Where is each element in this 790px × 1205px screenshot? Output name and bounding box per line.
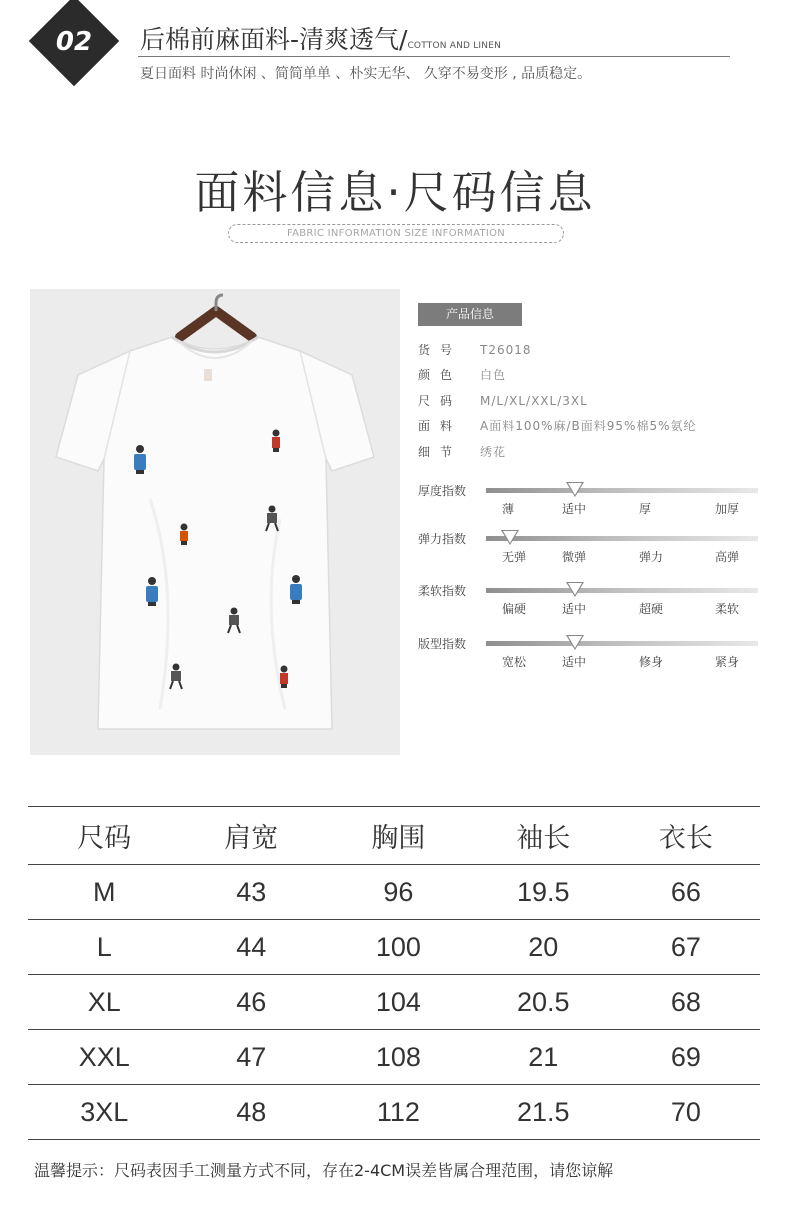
table-cell: XL (28, 975, 181, 1030)
tshirt-icon (56, 337, 374, 729)
label-tag-icon (204, 369, 212, 381)
size-table (28, 806, 760, 1140)
page-subtitle: FABRIC INFORMATION SIZE INFORMATION (228, 224, 564, 243)
index-option: 适中 (562, 602, 587, 616)
index-option: 无弹 (502, 550, 527, 564)
tshirt-illustration (30, 289, 400, 755)
index-option: 薄 (502, 502, 515, 516)
info-label: 尺码 (418, 394, 463, 408)
info-value: 白色 (480, 368, 507, 382)
info-label: 货号 (418, 343, 463, 357)
info-row-detail (418, 443, 506, 460)
table-cell: 66 (612, 865, 760, 920)
table-cell: 43 (181, 865, 323, 920)
section-number: 02 (55, 27, 93, 57)
index-option: 柔软 (715, 602, 740, 616)
size-note: 温馨提示：尺码表因手工测量方式不同，存在2-4CM误差皆属合理范围，请您谅解 (34, 1161, 614, 1180)
index-option: 厚 (639, 502, 652, 516)
info-value: M/L/XL/XXL/3XL (480, 394, 588, 408)
table-cell: 104 (322, 975, 475, 1030)
table-cell: 96 (322, 865, 475, 920)
table-cell: 68 (612, 975, 760, 1030)
index-elasticity (418, 530, 762, 570)
index-option: 高弹 (715, 550, 740, 564)
table-cell: 21.5 (475, 1085, 612, 1140)
index-option: 偏硬 (502, 602, 527, 616)
info-value: A面料100%麻/B面料95%棉5%氨纶 (480, 419, 697, 433)
index-marker-icon (566, 582, 584, 597)
table-header-cell: 肩宽 (181, 807, 323, 865)
info-row-size (418, 392, 588, 409)
info-row-sku (418, 341, 532, 358)
info-label: 颜色 (418, 368, 463, 382)
index-thickness (418, 482, 762, 522)
table-cell: 100 (322, 920, 475, 975)
section-subtitle: 夏日面料 时尚休闲 、简简单单 、朴实无华、 久穿不易变形 , 品质稳定。 (140, 66, 592, 82)
index-bar (486, 641, 758, 646)
index-option: 微弹 (562, 550, 587, 564)
table-header-row (28, 807, 760, 865)
table-cell: 112 (322, 1085, 475, 1140)
table-row (28, 865, 760, 920)
product-info-badge: 产品信息 (418, 303, 522, 326)
page-title: 面料信息·尺码信息 (194, 166, 596, 219)
table-cell: 21 (475, 1030, 612, 1085)
section-title (140, 20, 501, 56)
index-option: 修身 (639, 655, 664, 669)
table-cell: 19.5 (475, 865, 612, 920)
product-photo (30, 289, 400, 755)
index-softness (418, 582, 762, 622)
index-option: 超硬 (639, 602, 664, 616)
index-bar (486, 488, 758, 493)
table-cell: 20 (475, 920, 612, 975)
index-option: 适中 (562, 655, 587, 669)
index-option: 适中 (562, 502, 587, 516)
table-cell: 46 (181, 975, 323, 1030)
info-value: T26018 (480, 343, 532, 357)
index-bar (486, 588, 758, 593)
info-value: 绣花 (480, 445, 507, 459)
index-name: 柔软指数 (418, 584, 467, 598)
table-cell: 20.5 (475, 975, 612, 1030)
index-option: 紧身 (715, 655, 740, 669)
info-row-fabric (418, 417, 697, 434)
table-cell: 108 (322, 1030, 475, 1085)
index-name: 版型指数 (418, 637, 467, 651)
table-header-cell: 胸围 (322, 807, 475, 865)
hanger-icon (180, 311, 252, 337)
table-header-cell: 袖长 (475, 807, 612, 865)
index-name: 弹力指数 (418, 532, 467, 546)
table-row (28, 975, 760, 1030)
index-marker-icon (566, 635, 584, 650)
section-title-text: 后棉前麻面料-清爽透气/ (140, 25, 408, 54)
table-header-cell: 尺码 (28, 807, 181, 865)
table-cell: XXL (28, 1030, 181, 1085)
index-option: 宽松 (502, 655, 527, 669)
section-divider (138, 56, 730, 57)
index-marker-icon (501, 530, 519, 545)
info-label: 细节 (418, 445, 463, 459)
index-fit (418, 635, 762, 675)
table-cell: L (28, 920, 181, 975)
info-row-color (418, 366, 506, 383)
section-title-en: COTTON AND LINEN (407, 41, 502, 51)
table-cell: 69 (612, 1030, 760, 1085)
info-label: 面料 (418, 419, 463, 433)
table-cell: 3XL (28, 1085, 181, 1140)
table-cell: 44 (181, 920, 323, 975)
index-marker-icon (566, 482, 584, 497)
table-cell: 47 (181, 1030, 323, 1085)
table-row (28, 1030, 760, 1085)
table-cell: 67 (612, 920, 760, 975)
table-cell: M (28, 865, 181, 920)
index-option: 加厚 (715, 502, 740, 516)
table-header-cell: 衣长 (612, 807, 760, 865)
table-row (28, 920, 760, 975)
table-cell: 48 (181, 1085, 323, 1140)
table-row (28, 1085, 760, 1140)
index-name: 厚度指数 (418, 484, 467, 498)
table-cell: 70 (612, 1085, 760, 1140)
index-option: 弹力 (639, 550, 664, 564)
index-bar (486, 536, 758, 541)
